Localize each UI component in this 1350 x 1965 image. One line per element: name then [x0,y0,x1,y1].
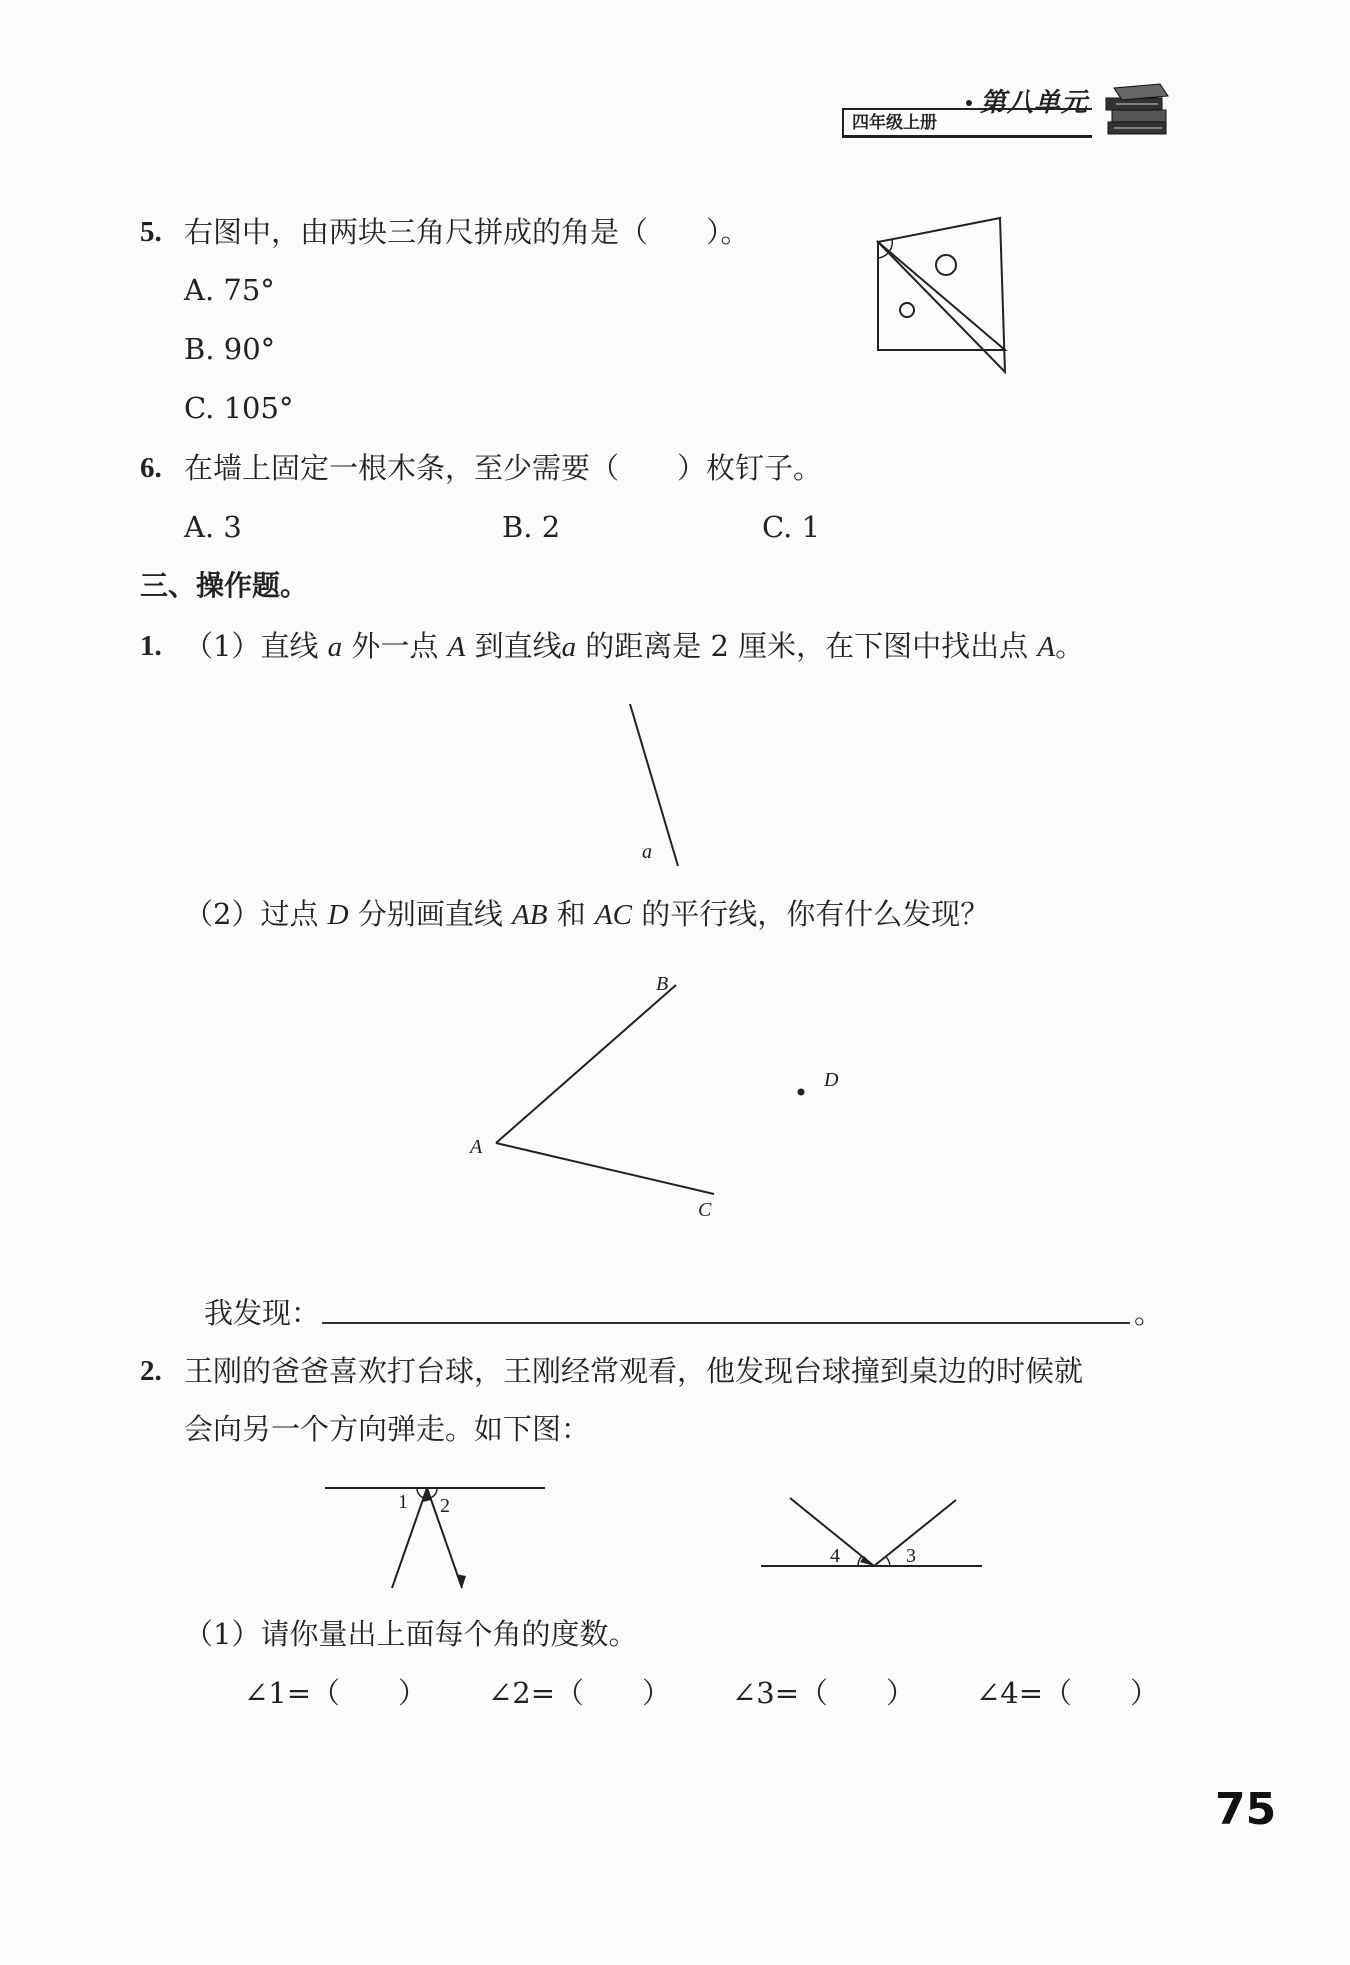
op1-number: 1. [140,630,162,662]
op2-stem-line2: 会向另一个方向弹走。如下图： [184,1412,591,1446]
q5-option-c: C. 105° [184,391,294,425]
line-a [630,704,678,866]
q6-stem: 在墙上固定一根木条，至少需要（ ）枚钉子。 [184,451,823,485]
label-d: D [824,1069,839,1091]
found-label: 我发现： [204,1296,321,1330]
op1-part1-prefix: （1）直线 [184,629,319,663]
op1-part1-mid2: 到直线 [474,629,562,663]
q5-stem: 右图中，由两块三角尺拼成的角是（ ）。 [184,215,750,249]
op1-part2 [184,896,989,933]
op2-part1: （1）请你量出上面每个角的度数。 [184,1617,638,1651]
op1-part2-D: D [327,899,349,931]
label-a: A [470,1136,483,1158]
q5-option-a: A. 75° [184,273,275,307]
q6-option-a: A. 3 [184,510,242,544]
op1-part1-A2: A [1037,631,1056,663]
q6-option-c: C. 1 [762,510,821,544]
op1-part1-end: 。 [1055,629,1085,663]
section-3-title: 三、操作题。 [140,569,309,602]
angle-3-answer[interactable]: ∠3=（ ） [732,1676,916,1710]
q6-option-b: B. 2 [502,510,561,544]
q5-number: 5. [140,216,162,248]
angle-1-label: 1 [398,1491,408,1513]
point-d [798,1089,805,1096]
op1-part2-AC: AC [594,899,633,931]
op2-stem-line1: 王刚的爸爸喜欢打台球，王刚经常观看，他发现台球撞到桌边的时候就 [184,1354,1084,1388]
found-answer-line[interactable] [322,1322,1130,1324]
op1-part1-mid1: 外一点 [351,629,439,663]
triangle-rulers-figure [860,200,1020,380]
line-ac [496,1143,714,1194]
angle-bac-figure [450,960,870,1230]
op1-part2-AB: AB [512,899,548,931]
page-number: 75 [1215,1784,1277,1835]
q5-option-b: B. 90° [184,332,276,366]
grade-label: 四年级上册 [852,113,937,133]
line-a-label: a [642,841,652,863]
found-end: 。 [1134,1296,1164,1330]
unit-label: 第八单元 [980,88,1089,118]
billiard-figure-1 [320,1470,560,1600]
label-c: C [698,1199,712,1221]
op1-part2-prefix: （2）过点 [184,897,319,931]
line-ab [496,985,676,1143]
op1-part1-rest: 的距离是 2 厘米，在下图中找出点 [585,629,1029,663]
angle-2-label: 2 [440,1495,450,1517]
angle-2-answer[interactable]: ∠2=（ ） [488,1676,672,1710]
angle-4-answer[interactable]: ∠4=（ ） [976,1676,1160,1710]
angle-3-label: 3 [906,1545,916,1567]
books-icon [1104,82,1172,150]
billiard-figure-2 [756,1490,996,1570]
angle-4-label: 4 [830,1545,840,1567]
header-dot [966,100,972,106]
op1-part2-mid1: 分别画直线 [357,897,503,931]
line-a-figure [600,690,700,880]
op1-part1-a2: a [561,631,577,663]
op1-part1-A: A [447,631,466,663]
op1-part2-end: 的平行线，你有什么发现？ [641,897,990,931]
op1-part1 [184,628,1084,665]
op2-number: 2. [140,1355,162,1387]
label-b: B [656,973,669,995]
op1-part2-mid2: 和 [556,897,586,931]
op1-part1-a: a [327,631,343,663]
angle-1-answer[interactable]: ∠1=（ ） [244,1676,428,1710]
q6-number: 6. [140,452,162,484]
page-header [842,82,1172,150]
